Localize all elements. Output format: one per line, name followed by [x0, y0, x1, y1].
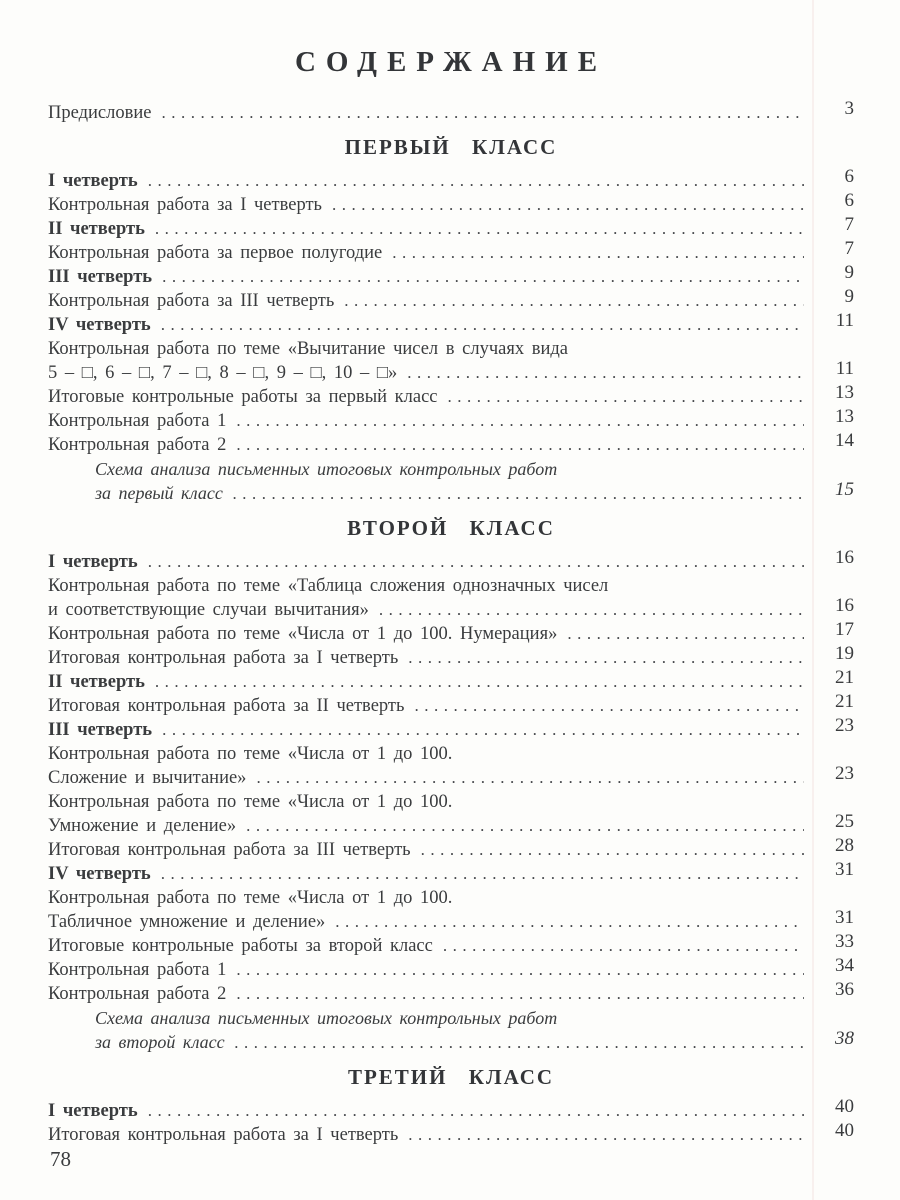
toc-entry-page: 6 [844, 190, 854, 211]
toc-entry [48, 886, 854, 910]
toc-entry-page: 16 [835, 547, 854, 568]
toc-title: СОДЕРЖАНИЕ [294, 46, 608, 78]
toc-entry-text: Контрольная работа по теме «Числа от 1 до 100. Нумерация» [48, 624, 558, 644]
toc-entry-page: 3 [844, 98, 854, 119]
toc-entry [48, 214, 854, 241]
dot-leader [236, 958, 804, 982]
dot-leader [344, 289, 804, 313]
toc-entry-page: 11 [835, 310, 854, 331]
toc-entry [48, 574, 854, 598]
toc-entry-page: 28 [835, 835, 854, 856]
toc-entry-page: 7 [844, 238, 854, 259]
toc-entry [48, 457, 854, 481]
toc-entry-page: 21 [835, 667, 854, 688]
toc-entry-text: IV четверть [48, 864, 151, 884]
toc-entry [48, 1030, 854, 1055]
dot-leader [162, 265, 804, 289]
toc-entry-page: 38 [835, 1028, 854, 1049]
dot-leader [421, 838, 804, 862]
toc-entry-text: Контрольная работа по теме «Числа от 1 до 100. [48, 792, 453, 812]
toc-entry-page: 25 [835, 811, 854, 832]
toc-entry [48, 262, 854, 289]
section-heading: ВТОРОЙ КЛАСС [347, 516, 555, 540]
toc-entry-text: Итоговые контрольные работы за первый класс [48, 387, 438, 407]
toc-entry-text: Умножение и деление» [48, 816, 237, 836]
toc-entry-text: Итоговая контрольная работа за I четверть [48, 1125, 399, 1145]
dot-leader [236, 409, 804, 433]
toc-entry [48, 310, 854, 337]
toc-entry [48, 358, 854, 385]
toc-entry-text: Контрольная работа по теме «Числа от 1 до 100. [48, 744, 453, 764]
toc-entry-text: Контрольная работа 1 [48, 411, 227, 431]
toc-entry-text: за первый класс [95, 483, 223, 503]
dot-leader [379, 598, 804, 622]
toc-entry-text: Контрольная работа 2 [48, 984, 227, 1004]
toc-entry-page: 14 [835, 430, 854, 451]
toc-entry-text: Контрольная работа за III четверть [48, 291, 335, 311]
toc-entry [48, 979, 854, 1006]
toc-entry-page: 11 [835, 358, 854, 379]
dot-leader [448, 385, 805, 409]
dot-leader [407, 361, 804, 385]
toc-entry [48, 286, 854, 313]
toc-entry [48, 907, 854, 934]
toc-entry [48, 337, 854, 361]
toc-entry [48, 547, 854, 574]
dot-leader [148, 169, 804, 193]
toc-entry [48, 835, 854, 862]
dot-leader [236, 433, 804, 457]
toc-entry-text: и соответствующие случаи вычитания» [48, 600, 369, 620]
dot-leader [161, 862, 804, 886]
toc-entry-page: 7 [844, 214, 854, 235]
folio-page-number: 78 [50, 1147, 71, 1171]
toc-entry-text: Сложение и вычитание» [48, 768, 247, 788]
toc-entry-text: 5 – □, 6 – □, 7 – □, 8 – □, 9 – □, 10 – □» [48, 363, 398, 383]
toc-entry-text: Табличное умножение и деление» [48, 912, 326, 932]
dot-leader [567, 622, 804, 646]
toc-entry [48, 859, 854, 886]
toc-entry-text: Контрольная работа по теме «Вычитание чисел в случаях вида [48, 339, 568, 359]
toc-entry-text: Итоговая контрольная работа за III четверть [48, 840, 411, 860]
dot-leader [335, 910, 804, 934]
toc-entry-page: 31 [835, 907, 854, 928]
toc-entry [48, 382, 854, 409]
toc-entry-page: 19 [835, 643, 854, 664]
toc-entry-text: Контрольная работа за первое полугодие [48, 243, 383, 263]
toc-entry-page: 40 [835, 1120, 854, 1141]
toc-entry-text: III четверть [48, 720, 153, 740]
toc-entry-page: 17 [835, 619, 854, 640]
toc-entry-page: 33 [835, 931, 854, 952]
toc-entry-text: IV четверть [48, 315, 151, 335]
toc-entry-page: 36 [835, 979, 854, 1000]
dot-leader [246, 814, 804, 838]
toc-entry [48, 98, 854, 125]
toc-entry [48, 1120, 854, 1147]
toc-entry-text: I четверть [48, 552, 138, 572]
dot-leader [155, 670, 804, 694]
toc-entry [48, 931, 854, 958]
toc-entry-page: 13 [835, 406, 854, 427]
toc-entry-text: Итоговая контрольная работа за II четверть [48, 696, 405, 716]
toc-entry [48, 430, 854, 457]
toc-entry-page: 21 [835, 691, 854, 712]
dot-leader [233, 481, 804, 506]
toc-entry-page: 13 [835, 382, 854, 403]
toc-entry [48, 742, 854, 766]
toc-entry-text: Предисловие [48, 103, 152, 123]
toc-entry-page: 23 [835, 715, 854, 736]
toc-entry [48, 691, 854, 718]
toc-entry [48, 643, 854, 670]
dot-leader [235, 1030, 804, 1055]
toc-entry [48, 1096, 854, 1123]
toc-entry-text: Схема анализа письменных итоговых контрольных работ [95, 459, 558, 479]
toc-entry-page: 16 [835, 595, 854, 616]
dot-leader [161, 313, 804, 337]
toc-entry-page: 23 [835, 763, 854, 784]
toc-entry-text: Контрольная работа 2 [48, 435, 227, 455]
dot-leader [148, 550, 804, 574]
toc-entry-text: Итоговая контрольная работа за I четверть [48, 648, 399, 668]
toc-entry [48, 667, 854, 694]
toc-entry-text: I четверть [48, 1101, 138, 1121]
toc-entry-page: 6 [844, 166, 854, 187]
dot-leader [414, 694, 804, 718]
dot-leader [256, 766, 804, 790]
toc-entry-page: 34 [835, 955, 854, 976]
toc-entry-text: Итоговые контрольные работы за второй класс [48, 936, 433, 956]
dot-leader [332, 193, 804, 217]
dot-leader [148, 1099, 804, 1123]
dot-leader [443, 934, 804, 958]
toc-entry-text: I четверть [48, 171, 138, 191]
toc-entry [48, 1006, 854, 1030]
toc-entry-page: 40 [835, 1096, 854, 1117]
dot-leader [408, 646, 804, 670]
toc-list [48, 98, 854, 1147]
toc-entry [48, 481, 854, 506]
toc-entry [48, 955, 854, 982]
toc-entry [48, 715, 854, 742]
toc-entry [48, 790, 854, 814]
toc-entry [48, 166, 854, 193]
toc-entry-page: 31 [835, 859, 854, 880]
toc-entry-text: Контрольная работа 1 [48, 960, 227, 980]
section-heading: ПЕРВЫЙ КЛАСС [344, 135, 558, 159]
toc-entry [48, 763, 854, 790]
dot-leader [155, 217, 804, 241]
toc-entry [48, 406, 854, 433]
toc-entry-text: II четверть [48, 219, 145, 239]
toc-entry-text: Контрольная работа по теме «Числа от 1 до 100. [48, 888, 453, 908]
toc-entry-text: Контрольная работа по теме «Таблица сложения однозначных чисел [48, 576, 609, 596]
toc-entry [48, 238, 854, 265]
toc-entry [48, 811, 854, 838]
toc-entry-text: Контрольная работа за I четверть [48, 195, 322, 215]
toc-entry [48, 190, 854, 217]
toc-entry-text: Схема анализа письменных итоговых контрольных работ [95, 1008, 558, 1028]
toc-entry [48, 619, 854, 646]
dot-leader [408, 1123, 804, 1147]
section-heading: ТРЕТИЙ КЛАСС [347, 1065, 555, 1089]
toc-entry-text: II четверть [48, 672, 145, 692]
toc-entry-text: III четверть [48, 267, 153, 287]
toc-entry-page: 15 [835, 479, 854, 500]
toc-entry-page: 9 [844, 262, 854, 283]
dot-leader [161, 101, 804, 125]
toc-entry [48, 595, 854, 622]
dot-leader [392, 241, 804, 265]
toc-entry-page: 9 [844, 286, 854, 307]
toc-entry-text: за второй класс [95, 1032, 225, 1052]
dot-leader [236, 982, 804, 1006]
dot-leader [162, 718, 804, 742]
